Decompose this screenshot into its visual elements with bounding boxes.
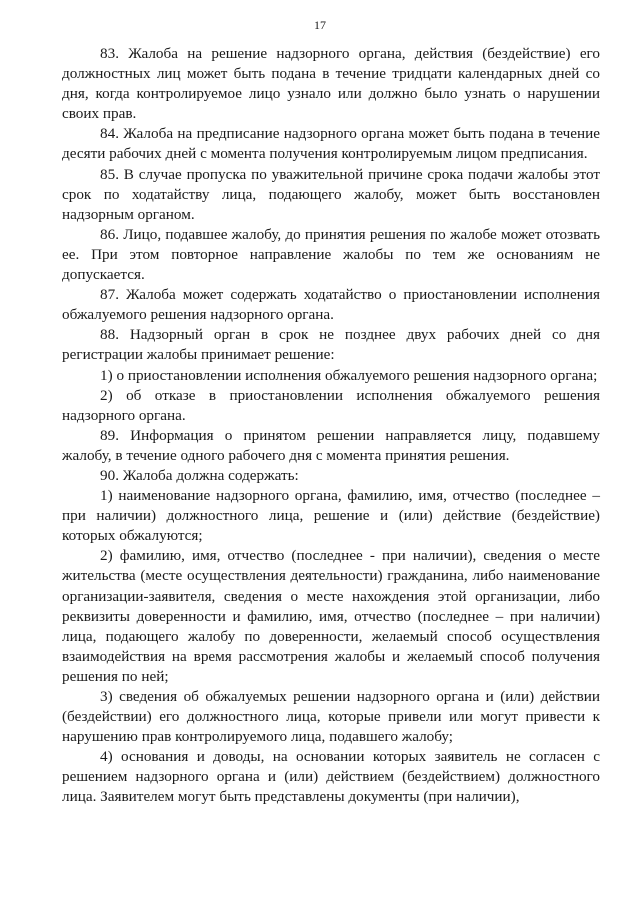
paragraph-90-item-2: 2) фамилию, имя, отчество (последнее - при наличии), сведения о месте жительства (месте осуществления деятельности) гражданина, либо наименование организации-заявителя, сведения о месте нахождения этой организации, либо реквизиты доверенности и фамилию, имя, отчество (последнее – при наличии) лица, подающего жалобу по доверенности, желаемый способ осуществления взаимодействия на время рассмотрения жалобы и желаемый способ получения решения по ней; [62, 547, 600, 685]
paragraph-88-item-2: 2) об отказе в приостановлении исполнения обжалуемого решения надзорного органа. [62, 386, 600, 424]
paragraph-88-item-1: 1) о приостановлении исполнения обжалуемого решения надзорного органа; [100, 366, 598, 384]
paragraph-83: 83. Жалоба на решение надзорного органа, действия (бездействие) его должностных лиц может быть подана в течение тридцати календарных дней со дня, когда контролируемое лицо узнало или должно было узнать о нарушении своих прав. [62, 45, 600, 123]
paragraph-89: 89. Информация о принятом решении направляется лицу, подавшему жалобу, в течение одного рабочего дня с момента принятия решения. [62, 426, 600, 464]
paragraph-87: 87. Жалоба может содержать ходатайство о приостановлении исполнения обжалуемого решения надзорного органа. [62, 286, 600, 324]
paragraph-90-item-1: 1) наименование надзорного органа, фамилию, имя, отчество (последнее – при наличии) должностного лица, решение и (или) действие (бездействие) которых обжалуются; [62, 487, 600, 545]
document-body [62, 44, 600, 808]
paragraph-90-item-4: 4) основания и доводы, на основании которых заявитель не согласен с решением надзорного органа и (или) действием (бездействием) должностного лица. Заявителем могут быть представлены документы (при наличии), [62, 748, 600, 806]
page-number: 17 [314, 18, 326, 32]
paragraph-84: 84. Жалоба на предписание надзорного органа может быть подана в течение десяти рабочих дней с момента получения контролируемым лицом предписания. [62, 125, 600, 163]
paragraph-90: 90. Жалоба должна содержать: [100, 466, 299, 484]
paragraph-88: 88. Надзорный орган в срок не позднее двух рабочих дней со дня регистрации жалобы принимает решение: [62, 326, 600, 364]
paragraph-86: 86. Лицо, подавшее жалобу, до принятия решения по жалобе может отозвать ее. При этом повторное направление жалобы по тем же основаниям не допускается. [62, 225, 600, 284]
paragraph-90-item-3: 3) сведения об обжалуемых решении надзорного органа и (или) действии (бездействии) его должностного лица, которые привели или могут привести к нарушению прав контролируемого лица, подавшего жалобу; [62, 688, 600, 746]
paragraph-85: 85. В случае пропуска по уважительной причине срока подачи жалобы этот срок по ходатайству лица, подающего жалобу, может быть восстановлен надзорным органом. [62, 165, 600, 223]
